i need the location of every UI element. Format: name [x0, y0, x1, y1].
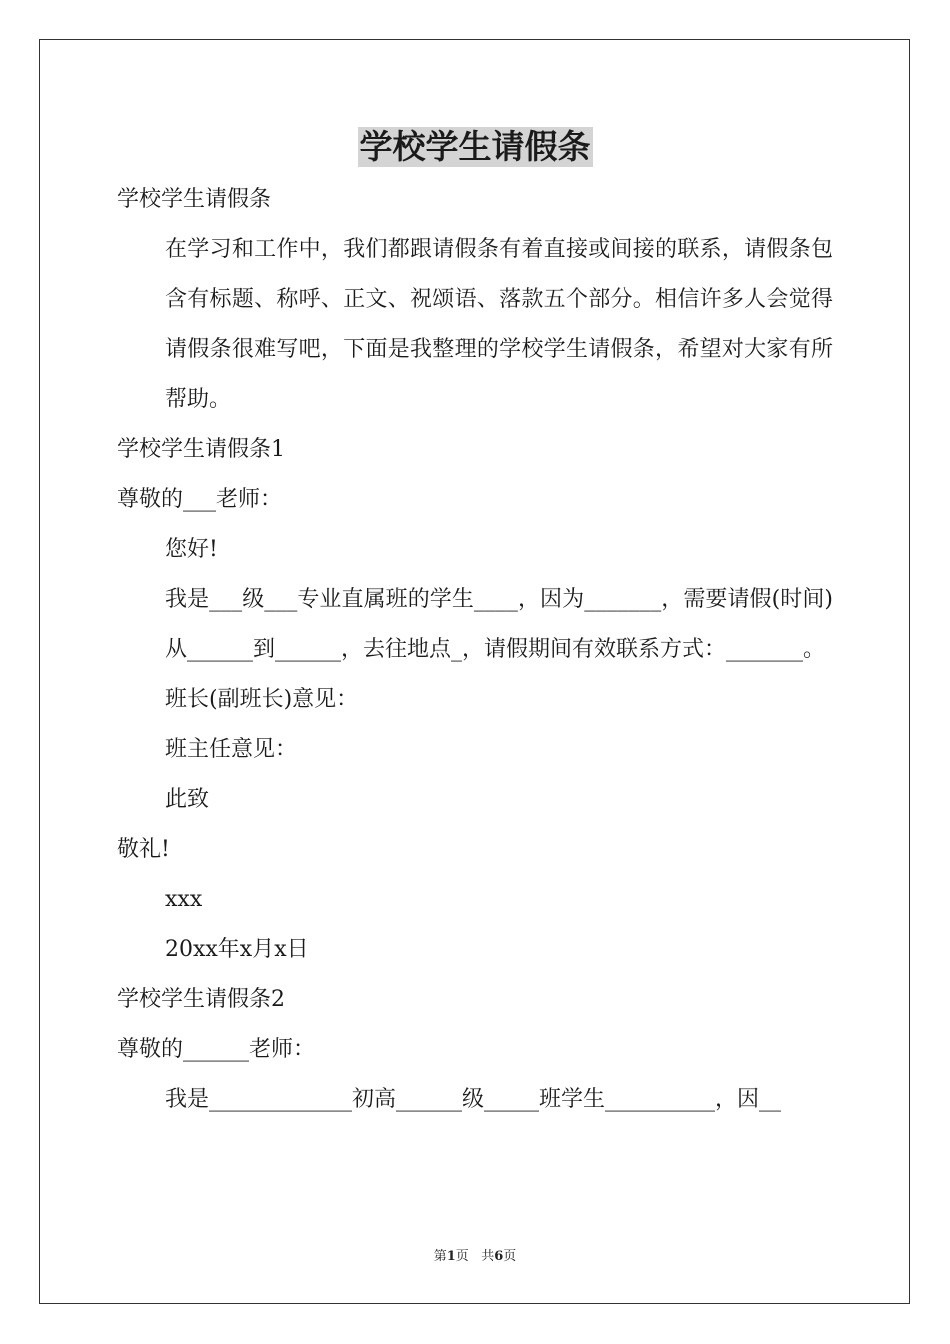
- section-heading-1: 学校学生请假条1: [117, 437, 285, 462]
- section-heading-2: 学校学生请假条2: [117, 987, 285, 1012]
- total-prefix: 共: [481, 1249, 495, 1264]
- page-prefix: 第: [433, 1249, 447, 1264]
- title-container: [0, 127, 950, 167]
- greeting: 您好!: [165, 537, 218, 562]
- subtitle: 学校学生请假条: [117, 187, 272, 212]
- monitor-opinion: 班长(副班长)意见：: [165, 687, 359, 712]
- page-suffix: 页: [455, 1249, 469, 1264]
- salutation-1: 尊敬的___老师：: [117, 487, 283, 512]
- total-pages: 6: [494, 1249, 504, 1264]
- document-body: [117, 175, 833, 1125]
- salutation-2: 尊敬的______老师：: [117, 1037, 316, 1062]
- closing-2: 敬礼!: [117, 837, 170, 862]
- closing-1: 此致: [165, 787, 210, 812]
- page-number: 1: [446, 1249, 456, 1264]
- leave-request-body-1: 我是___级___专业直属班的学生____，因为_______，需要请假(时间)从______到______，去往地点_，请假期间有效联系方式：_______。: [165, 587, 833, 662]
- intro-paragraph: 在学习和工作中，我们都跟请假条有着直接或间接的联系，请假条包含有标题、称呼、正文、祝颂语、落款五个部分。相信许多人会觉得请假条很难写吧，下面是我整理的学校学生请假条，希望对大家有所帮助。: [165, 237, 833, 412]
- signature: xxx: [165, 887, 203, 912]
- document-title: 学校学生请假条: [359, 127, 591, 166]
- page-footer: [0, 1245, 950, 1264]
- date: 20xx年x月x日: [165, 937, 309, 962]
- teacher-opinion: 班主任意见：: [165, 737, 298, 762]
- total-suffix: 页: [503, 1249, 517, 1264]
- leave-request-body-2: 我是_____________初高______级_____班学生__________，因__: [165, 1087, 782, 1112]
